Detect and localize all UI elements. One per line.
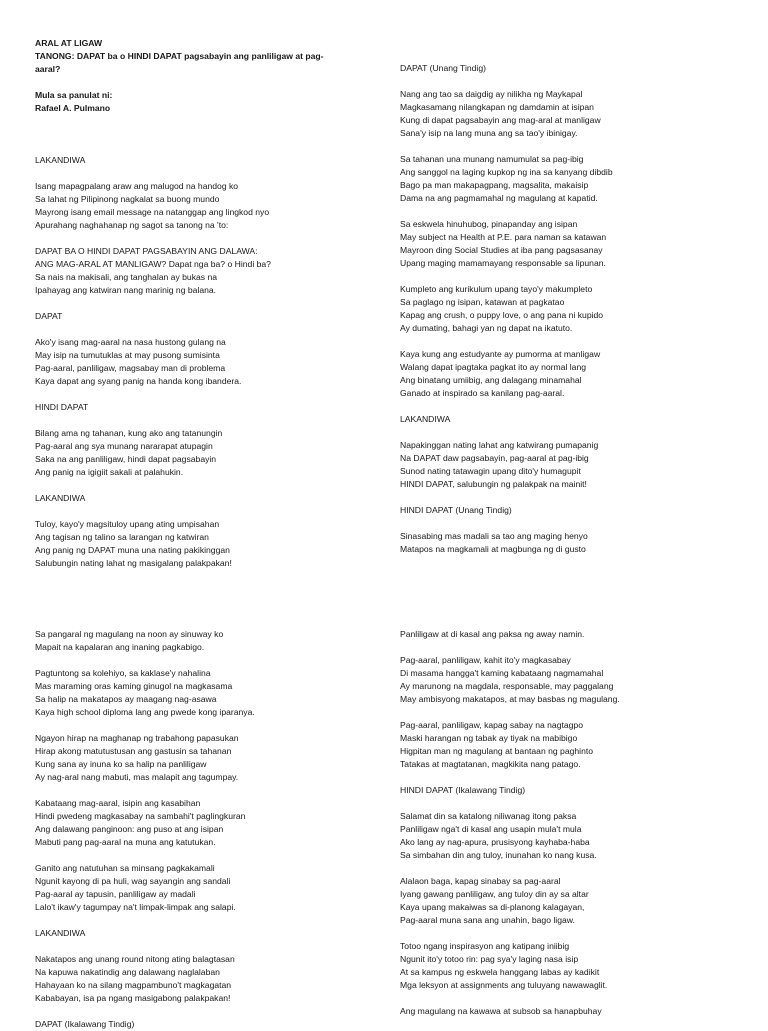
- text-line: Upang maging mamamayang responsable sa lipunan.: [400, 258, 606, 268]
- text-line: HINDI DAPAT: [35, 402, 89, 412]
- text-line: Sana'y isip na lang muna ang sa tao'y ibinigay.: [400, 128, 578, 138]
- text-line: Ay marunong na magdala, responsable, may paggalang: [400, 681, 614, 691]
- text-line: Kababayan, isa pa ngang masigabong palakpakan!: [35, 993, 231, 1003]
- text-line: Kung di dapat pagsabayin ang mag-aral at manligaw: [400, 115, 601, 125]
- text-line: Apurahang naghahanap ng sagot sa tanong na 'to:: [35, 220, 229, 230]
- stanza: [35, 518, 395, 570]
- stanza: [400, 283, 760, 335]
- text-column-3: [35, 628, 395, 1018]
- stanza: [35, 336, 395, 388]
- text-line: Sa paglago ng isipan, katawan at pagkatao: [400, 297, 565, 307]
- stanza: [35, 37, 395, 76]
- text-line: Napakinggan nating lahat ang katwirang pumapanig: [400, 440, 599, 450]
- text-line: ANG MAG-ARAL AT MANLIGAW? Dapat nga ba? o Hindi ba?: [35, 259, 271, 269]
- text-line: Ang sanggol na laging kupkop ng ina sa kanyang dibdib: [400, 167, 613, 177]
- stanza: [35, 310, 395, 323]
- text-line: Bago pa man makapagpang, magsalita, makaisip: [400, 180, 589, 190]
- text-line: May subject na Health at P.E. para naman sa katawan: [400, 232, 607, 242]
- text-line: DAPAT BA O HINDI DAPAT PAGSABAYIN ANG DALAWA:: [35, 246, 258, 256]
- text-line: Mas maraming oras kaming ginugol na magkasama: [35, 681, 233, 691]
- stanza: [400, 1005, 760, 1018]
- text-line: DAPAT: [35, 311, 63, 321]
- stanza: [35, 180, 395, 232]
- text-line: Pag-aaral, panliligaw, magsabay man di problema: [35, 363, 226, 373]
- stanza: [400, 348, 760, 400]
- text-line: Hahayaan ko na silang magpambuno't magkagatan: [35, 980, 232, 990]
- text-line: Totoo ngang inspirasyon ang katipang iniibig: [400, 941, 570, 951]
- text-line: Sunod nating tatawagin upang dito'y humagupit: [400, 466, 581, 476]
- text-line: Ang tagisan ng talino sa larangan ng katwiran: [35, 532, 209, 542]
- text-line: Sa simbahan din ang tuloy, inunahan ko nang kusa.: [400, 850, 597, 860]
- text-line: LAKANDIWA: [35, 928, 86, 938]
- text-line: Mula sa panulat ni:: [35, 90, 113, 100]
- stanza: [400, 530, 760, 556]
- text-column-1: [35, 37, 395, 583]
- text-line: Mayrong isang email message na natanggap ang lingkod nyo: [35, 207, 270, 217]
- text-line: Sa tahanan una munang namumulat sa pag-ibig: [400, 154, 584, 164]
- text-line: Higpitan man ng magulang at bantaan ng paghinto: [400, 746, 594, 756]
- text-column-4: [400, 628, 760, 1031]
- stanza: [35, 667, 395, 719]
- text-line: Kaya upang makaiwas sa di-planong kalagayan,: [400, 902, 585, 912]
- text-line: Tatakas at magtatanan, magkikita nang patago.: [400, 759, 581, 769]
- text-line: Kaya dapat ang syang panig na handa kong ibandera.: [35, 376, 242, 386]
- stanza: [400, 413, 760, 426]
- text-line: Na kapuwa nakatindig ang dalawang naglalaban: [35, 967, 220, 977]
- text-line: Ganito ang natutuhan sa minsang pagkakamali: [35, 863, 215, 873]
- text-line: Kumpleto ang kurikulum upang tayo'y makumpleto: [400, 284, 593, 294]
- text-line: Salamat din sa katalong niliwanag itong paksa: [400, 811, 577, 821]
- text-line: Isang mapagpalang araw ang malugod na handog ko: [35, 181, 239, 191]
- stanza: [35, 89, 395, 115]
- text-line: Ay dumating, bahagi yan ng dapat na ikatuto.: [400, 323, 573, 333]
- text-line: May ambisyong makatapos, at may basbas ng magulang.: [400, 694, 620, 704]
- text-line: Kung sana ay inuna ko sa halip na panliligaw: [35, 759, 207, 769]
- text-line: ARAL AT LIGAW: [35, 38, 103, 48]
- stanza: [400, 439, 760, 491]
- stanza: [35, 245, 395, 297]
- text-line: HINDI DAPAT, salubungin ng palakpak na mainit!: [400, 479, 587, 489]
- text-line: Pag-aaral, panliligaw, kapag sabay na nagtagpo: [400, 720, 583, 730]
- text-line: Ang dalawang panginoon: ang puso at ang isipan: [35, 824, 224, 834]
- text-line: Ang panig na igigiit sakali at palahukin.: [35, 467, 184, 477]
- text-line: Ang panig ng DAPAT muna una nating pakikinggan: [35, 545, 230, 555]
- text-line: Na DAPAT daw pagsabayin, pag-aaral at pag-ibig: [400, 453, 589, 463]
- text-line: Ang magulang na kawawa at subsob sa hanapbuhay: [400, 1006, 602, 1016]
- stanza: [400, 784, 760, 797]
- text-line: Ako lang ay nag-apura, prusisyong kayhaba-haba: [400, 837, 590, 847]
- text-line: LAKANDIWA: [400, 414, 451, 424]
- text-line: Nang ang tao sa daigdig ay nilikha ng Maykapal: [400, 89, 583, 99]
- text-line: Dama na ang pagmamahal ng magulang at kapatid.: [400, 193, 598, 203]
- text-line: Ako'y isang mag-aaral na nasa hustong gulang na: [35, 337, 226, 347]
- text-line: May isip na tumutuklas at may pusong sumisinta: [35, 350, 220, 360]
- text-line: LAKANDIWA: [35, 155, 86, 165]
- stanza: [400, 88, 760, 140]
- stanza: [35, 797, 395, 849]
- text-line: HINDI DAPAT (Ikalawang Tindig): [400, 785, 526, 795]
- stanza: [400, 628, 760, 641]
- stanza: [35, 732, 395, 784]
- stanza: [400, 875, 760, 927]
- stanza: [400, 504, 760, 517]
- text-line: Walang dapat ipagtaka pagkat ito ay normal lang: [400, 362, 586, 372]
- text-line: Tuloy, kayo'y magsituloy upang ating umpisahan: [35, 519, 220, 529]
- text-line: Sinasabing mas madali sa tao ang maging henyo: [400, 531, 588, 541]
- stanza: [400, 218, 760, 270]
- text-line: Di masama hangga't kaming kabataang nagmamahal: [400, 668, 604, 678]
- text-line: Pag-aaral muna sana ang unahin, bago ligaw.: [400, 915, 575, 925]
- text-line: Panliligaw at di kasal ang paksa ng away namin.: [400, 629, 585, 639]
- stanza: [400, 153, 760, 205]
- text-line: Sa nais na makisali, ang tanghalan ay bukas na: [35, 272, 218, 282]
- stanza: [35, 128, 395, 141]
- stanza: [35, 154, 395, 167]
- text-line: Sa halip na makatapos ay maagang nag-asawa: [35, 694, 217, 704]
- text-line: Sa pangaral ng magulang na noon ay sinuway ko: [35, 629, 224, 639]
- text-line: At sa kampus ng eskwela hanggang labas ay kadikit: [400, 967, 600, 977]
- text-line: Sa eskwela hinuhubog, pinapanday ang isipan: [400, 219, 578, 229]
- text-line: LAKANDIWA: [35, 493, 86, 503]
- text-line: Mga leksyon at assignments ang tuluyang nawawaglit.: [400, 980, 608, 990]
- stanza: [400, 654, 760, 706]
- text-line: Mapait na kapalaran ang inaning pagkabigo.: [35, 642, 205, 652]
- text-line: Ay nag-aral nang mabuti, mas malapit ang tagumpay.: [35, 772, 239, 782]
- text-line: Nakatapos ang unang round nitong ating balagtasan: [35, 954, 235, 964]
- text-line: Ngunit kayong di pa huli, wag sayangin ang sandali: [35, 876, 231, 886]
- text-line: Kapag ang crush, o puppy love, o ang pana ni kupido: [400, 310, 604, 320]
- text-line: Ipahayag ang katwiran nang marinig ng balana.: [35, 285, 217, 295]
- text-line: TANONG: DAPAT ba o HINDI DAPAT pagsabayin ang panliligaw at pag-: [35, 51, 324, 61]
- text-line: Saka na ang panliligaw, hindi dapat pagsabayin: [35, 454, 217, 464]
- stanza: [400, 810, 760, 862]
- text-line: Hirap akong matutustusan ang gastusin sa tahanan: [35, 746, 232, 756]
- text-line: Pag-aaral ay tapusin, panliligaw ay madali: [35, 889, 196, 899]
- text-line: Lalo't ikaw'y tagumpay na't limpak-limpak ang salapi.: [35, 902, 236, 912]
- text-line: Mabuti pang pag-aaral na muna ang katutukan.: [35, 837, 216, 847]
- text-line: Ganado at inspirado sa kanilang pag-aaral.: [400, 388, 565, 398]
- text-line: Panliligaw nga't di kasal ang usapin mula't mula: [400, 824, 582, 834]
- text-line: Maski harangan ng tabak ay tiyak na mabibigo: [400, 733, 578, 743]
- text-line: Matapos na magkamali at magbunga ng di gusto: [400, 544, 586, 554]
- text-line: Magkasamang nilangkapan ng damdamin at isipan: [400, 102, 594, 112]
- text-line: Kaya high school diploma lang ang pwede kong iparanya.: [35, 707, 255, 717]
- text-line: Pagtuntong sa kolehiyo, sa kaklase'y nahalina: [35, 668, 211, 678]
- stanza: [35, 953, 395, 1005]
- text-line: aaral?: [35, 64, 61, 74]
- stanza: [400, 940, 760, 992]
- text-line: Alalaon baga, kapag sinabay sa pag-aaral: [400, 876, 561, 886]
- stanza: [35, 492, 395, 505]
- stanza: [35, 427, 395, 479]
- text-line: Sa lahat ng Pilipinong nagkalat sa buong mundo: [35, 194, 220, 204]
- text-line: Ngayon hirap na maghanap ng trabahong papasukan: [35, 733, 239, 743]
- text-line: Salubungin nating lahat ng masigalang palakpakan!: [35, 558, 232, 568]
- text-line: Mayroon ding Social Studies at iba pang pagsasanay: [400, 245, 603, 255]
- stanza: [35, 862, 395, 914]
- text-line: [35, 128, 395, 141]
- text-line: DAPAT (Unang Tindig): [400, 63, 486, 73]
- text-column-2: [400, 62, 760, 569]
- text-line: Pag-aaral, panliligaw, kahit ito'y magkasabay: [400, 655, 571, 665]
- text-line: Kabataang mag-aaral, isipin ang kasabihan: [35, 798, 201, 808]
- text-line: HINDI DAPAT (Unang Tindig): [400, 505, 512, 515]
- stanza: [35, 401, 395, 414]
- stanza: [400, 62, 760, 75]
- text-line: Pag-aaral ang sya munang nararapat atupagin: [35, 441, 213, 451]
- text-line: Ngunit ito'y totoo rin: pag sya'y laging nasa isip: [400, 954, 579, 964]
- stanza: [35, 927, 395, 940]
- cut-off-heading: DAPAT (Ikalawang Tindig): [35, 1019, 135, 1029]
- text-line: Kaya kung ang estudyante ay pumorma at manligaw: [400, 349, 601, 359]
- text-line: Iyang gawang panliligaw, ang tuloy din ay sa altar: [400, 889, 589, 899]
- stanza: [400, 719, 760, 771]
- text-line: Bilang ama ng tahanan, kung ako ang tatanungin: [35, 428, 223, 438]
- stanza: [35, 628, 395, 654]
- text-line: Rafael A. Pulmano: [35, 103, 111, 113]
- text-line: Ang binatang umiibig, ang dalagang minamahal: [400, 375, 582, 385]
- text-line: Hindi pwedeng magkasabay na sambahi't paglingkuran: [35, 811, 246, 821]
